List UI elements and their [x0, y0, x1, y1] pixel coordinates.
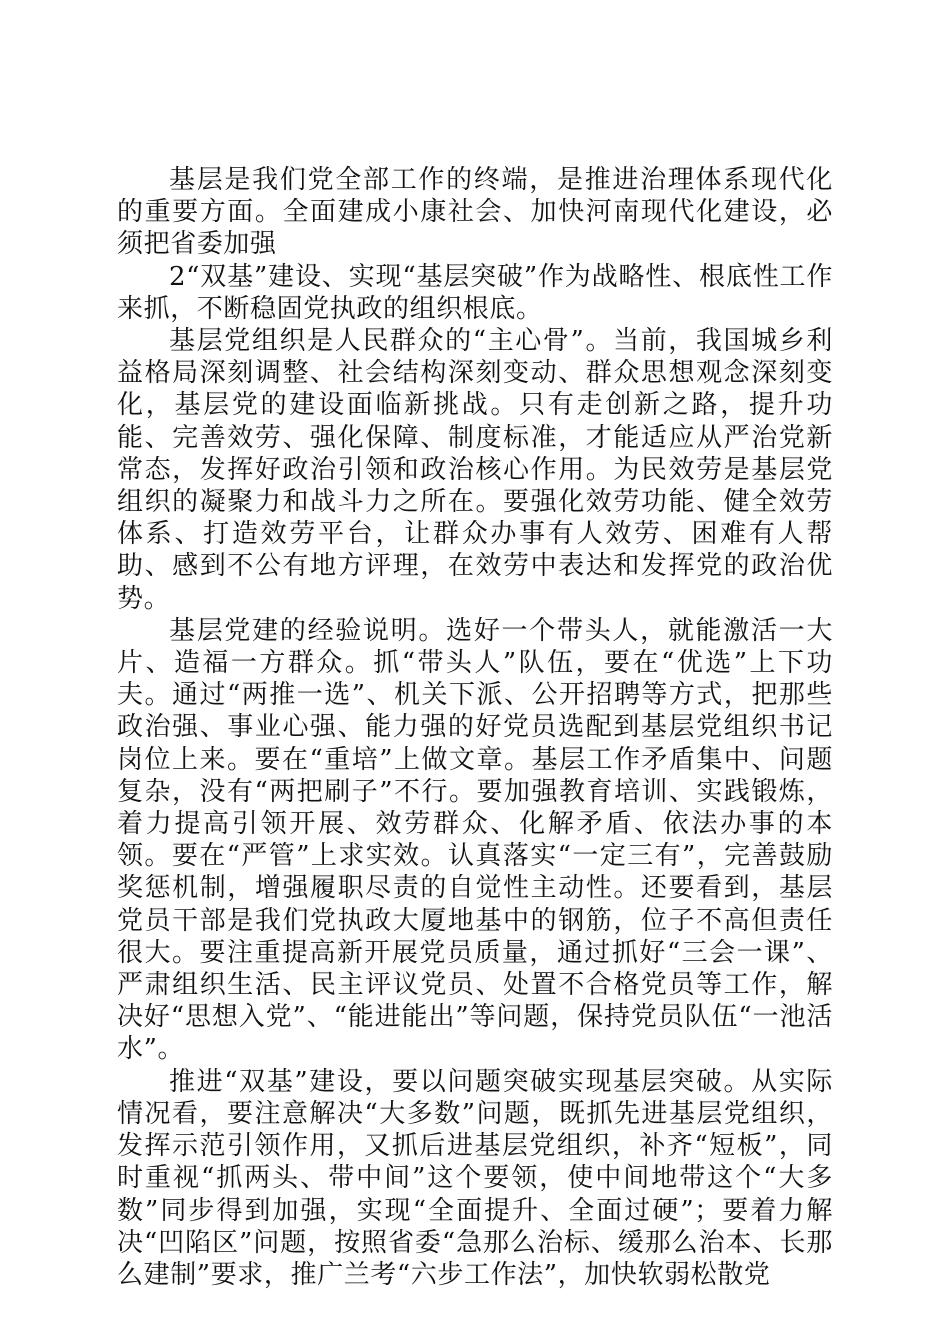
paragraph-2: 2“双基”建设、实现“基层突破”作为战略性、根底性工作来抓，不断稳固党执政的组织根底。 — [117, 261, 833, 324]
document-body — [117, 164, 833, 1291]
paragraph-1: 基层是我们党全部工作的终端，是推进治理体系现代化的重要方面。全面建成小康社会、加快河南现代化建设，必须把省委加强 — [117, 165, 833, 260]
paragraph-3: 基层党组织是人民群众的“主心骨”。当前，我国城乡利益格局深刻调整、社会结构深刻变动、群众思想观念深刻变化，基层党的建设面临新挑战。只有走创新之路，提升功能、完善效劳、强化保障、制度标准，才能适应从严治党新常态，发挥好政治引领和政治核心作用。为民效劳是基层党组织的凝聚力和战斗力之所在。要强化效劳功能、健全效劳体系、打造效劳平台，让群众办事有人效劳、困难有人帮助、感到不公有地方评理，在效劳中表达和发挥党的政治优势。 — [117, 326, 833, 614]
paragraph-4: 基层党建的经验说明。选好一个带头人，就能激活一大片、造福一方群众。抓“带头人”队伍，要在“优选”上下功夫。通过“两推一选”、机关下派、公开招聘等方式，把那些政治强、事业心强、能力强的好党员选配到基层党组织书记岗位上来。要在“重培”上做文章。基层工作矛盾集中、问题复杂，没有“两把刷子”不行。要加强教育培训、实践锻炼，着力提高引领开展、效劳群众、化解矛盾、依法办事的本领。要在“严管”上求实效。认真落实“一定三有”，完善鼓励奖惩机制，增强履职尽责的自觉性主动性。还要看到，基层党员干部是我们党执政大厦地基中的钢筋，位子不高但责任很大。要注重提高新开展党员质量，通过抓好“三会一课”、严肃组织生活、民主评议党员、处置不合格党员等工作，解决好“思想入党”、“能进能出”等问题，保持党员队伍“一池活水”。 — [117, 615, 833, 1065]
paragraph-5: 推进“双基”建设，要以问题突破实现基层突破。从实际情况看，要注意解决“大多数”问题，既抓先进基层党组织，发挥示范引领作用，又抓后进基层党组织，补齐“短板”，同时重视“抓两头、带中间”这个要领，使中间地带这个“大多数”同步得到加强，实现“全面提升、全面过硬”；要着力解决“凹陷区”问题，按照省委“急那么治标、缓那么治本、长那么建制”要求，推广兰考“六步工作法”，加快软弱松散党 — [117, 1066, 833, 1290]
